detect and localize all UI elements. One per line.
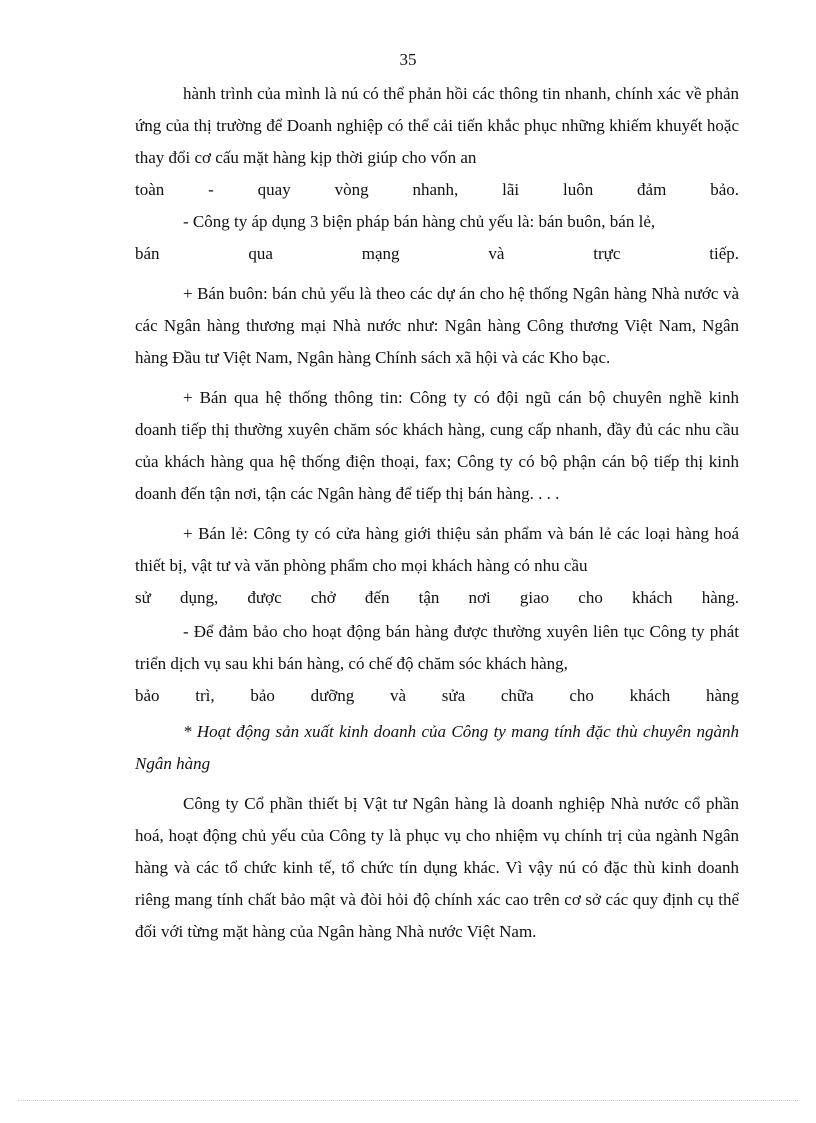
paragraph-company-specialization: Công ty Cổ phần thiết bị Vật tư Ngân hàng là doanh nghiệp Nhà nước cổ phần hoá, hoạt động chủ yếu của Công ty là phục vụ cho nhiệm vụ chính trị của ngành Ngân hàng và các tổ chức kinh tế, tổ chức tín dụng khác. Vì vậy nú có đặc thù kinh doanh riêng mang tính chất bảo mật và đòi hỏi độ chính xác cao trên cơ sở các quy định cụ thể đối với từng mặt hàng của Ngân hàng Nhà nước Việt Nam. bbox=[135, 794, 739, 941]
italic-section-heading: * Hoạt động sản xuất kinh doanh của Công ty mang tính đặc thù chuyên ngành Ngân hàng bbox=[135, 722, 739, 773]
paragraph-after-sales-service-last-line: bảo trì, bảo dưỡng và sửa chữa cho khách hàng bbox=[135, 686, 739, 705]
page-number: 35 bbox=[399, 50, 417, 69]
paragraph-retail: + Bán lẻ: Công ty có cửa hàng giới thiệu sản phẩm và bán lẻ các loại hàng hoá thiết bị, vật tư và văn phòng phẩm cho mọi khách hàng có nhu cầu bbox=[135, 524, 739, 575]
paragraph-market-feedback: hành trình của mình là nú có thể phản hồi các thông tin nhanh, chính xác về phản ứng của thị trường để Doanh nghiệp có thể cải tiến khắc phục những khiếm khuyết hoặc thay đổi cơ cấu mặt hàng kịp thời giúp cho vốn an bbox=[135, 84, 739, 167]
paragraph-market-feedback-last-line: toàn - quay vòng nhanh, lãi luôn đảm bảo. bbox=[135, 180, 739, 199]
paragraph-information-system-sales: + Bán qua hệ thống thông tin: Công ty có đội ngũ cán bộ chuyên nghề kinh doanh tiếp thị thường xuyên chăm sóc khách hàng, cung cấp nhanh, đầy đủ các nhu cầu của khách hàng qua hệ thống điện thoại, fax; Công ty có bộ phận cán bộ tiếp thị kinh doanh đến tận nơi, tận các Ngân hàng để tiếp thị bán hàng. . . . bbox=[135, 388, 739, 503]
paragraph-sales-methods-last-line: bán qua mạng và trực tiếp. bbox=[135, 244, 739, 263]
page-content bbox=[135, 78, 739, 948]
paragraph-sales-methods: - Công ty áp dụng 3 biện pháp bán hàng chủ yếu là: bán buôn, bán lẻ, bbox=[183, 212, 656, 231]
paragraph-wholesale: + Bán buôn: bán chủ yếu là theo các dự án cho hệ thống Ngân hàng Nhà nước và các Ngân hàng thương mại Nhà nước như: Ngân hàng Công thương Việt Nam, Ngân hàng Đầu tư Việt Nam, Ngân hàng Chính sách xã hội và các Kho bạc. bbox=[135, 284, 739, 367]
paragraph-after-sales-service: - Để đảm bảo cho hoạt động bán hàng được thường xuyên liên tục Công ty phát triển dịch vụ sau khi bán hàng, có chế độ chăm sóc khách hàng, bbox=[135, 622, 739, 673]
paragraph-retail-last-line: sử dụng, được chở đến tận nơi giao cho khách hàng. bbox=[135, 588, 739, 607]
footer-dotted-rule bbox=[18, 1100, 798, 1101]
